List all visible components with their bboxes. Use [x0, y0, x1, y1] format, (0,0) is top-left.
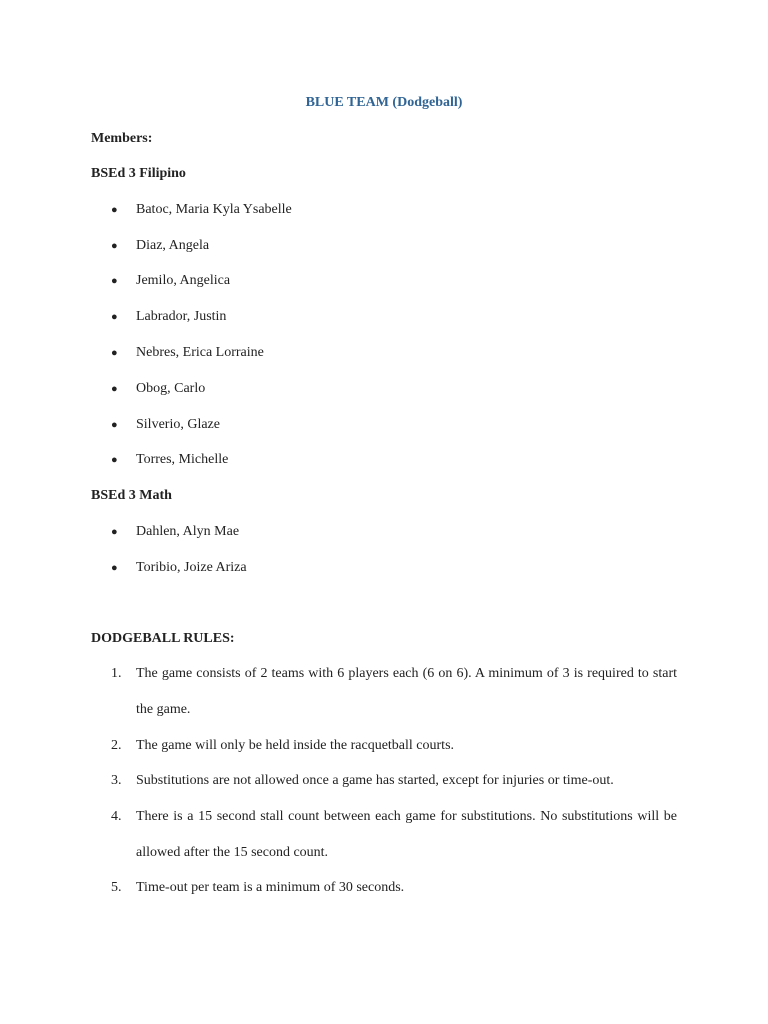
group-heading-math: BSEd 3 Math — [91, 488, 172, 503]
document-title: BLUE TEAM (Dodgeball) — [305, 95, 463, 110]
rule-text: There is a 15 second stall count between each game for substitutions. No substitutions will be allowed after the 15 second count. — [136, 809, 677, 860]
rule-item — [111, 728, 677, 764]
member-name: Nebres, Erica Lorraine — [136, 345, 264, 360]
member-name: Torres, Michelle — [136, 452, 229, 467]
bullet-icon: ● — [111, 204, 118, 216]
member-name: Batoc, Maria Kyla Ysabelle — [136, 202, 292, 217]
bullet-icon: ● — [111, 526, 118, 538]
group-heading-filipino: BSEd 3 Filipino — [91, 166, 186, 181]
rule-text: Substitutions are not allowed once a game has started, except for injuries or time-out. — [136, 773, 614, 788]
rule-text: Time-out per team is a minimum of 30 seconds. — [136, 880, 405, 895]
rule-number: 3. — [111, 773, 122, 788]
rule-number: 5. — [111, 880, 122, 895]
bullet-icon: ● — [111, 240, 118, 252]
bullet-icon: ● — [111, 454, 118, 466]
member-name: Dahlen, Alyn Mae — [136, 524, 240, 539]
rule-item — [111, 870, 677, 906]
rule-number: 1. — [111, 666, 122, 681]
members-heading: Members: — [91, 131, 153, 146]
member-name: Jemilo, Angelica — [136, 273, 231, 288]
rules-heading: DODGEBALL RULES: — [91, 631, 235, 646]
bullet-icon: ● — [111, 562, 118, 574]
rule-text: The game will only be held inside the racquetball courts. — [136, 738, 455, 753]
bullet-icon: ● — [111, 347, 118, 359]
member-name: Silverio, Glaze — [136, 417, 220, 432]
rule-text: The game consists of 2 teams with 6 players each (6 on 6). A minimum of 3 is required to start the game. — [136, 666, 677, 717]
bullet-icon: ● — [111, 419, 118, 431]
member-name: Diaz, Angela — [136, 238, 210, 253]
member-name: Toribio, Joize Ariza — [136, 560, 247, 575]
rule-item — [111, 799, 677, 871]
bullet-icon: ● — [111, 311, 118, 323]
rule-item — [111, 763, 677, 799]
bullet-icon: ● — [111, 383, 118, 395]
member-name: Labrador, Justin — [136, 309, 227, 324]
bullet-icon: ● — [111, 275, 118, 287]
rule-item — [111, 656, 677, 728]
member-name: Obog, Carlo — [136, 381, 206, 396]
rule-number: 4. — [111, 809, 122, 824]
rule-number: 2. — [111, 738, 122, 753]
